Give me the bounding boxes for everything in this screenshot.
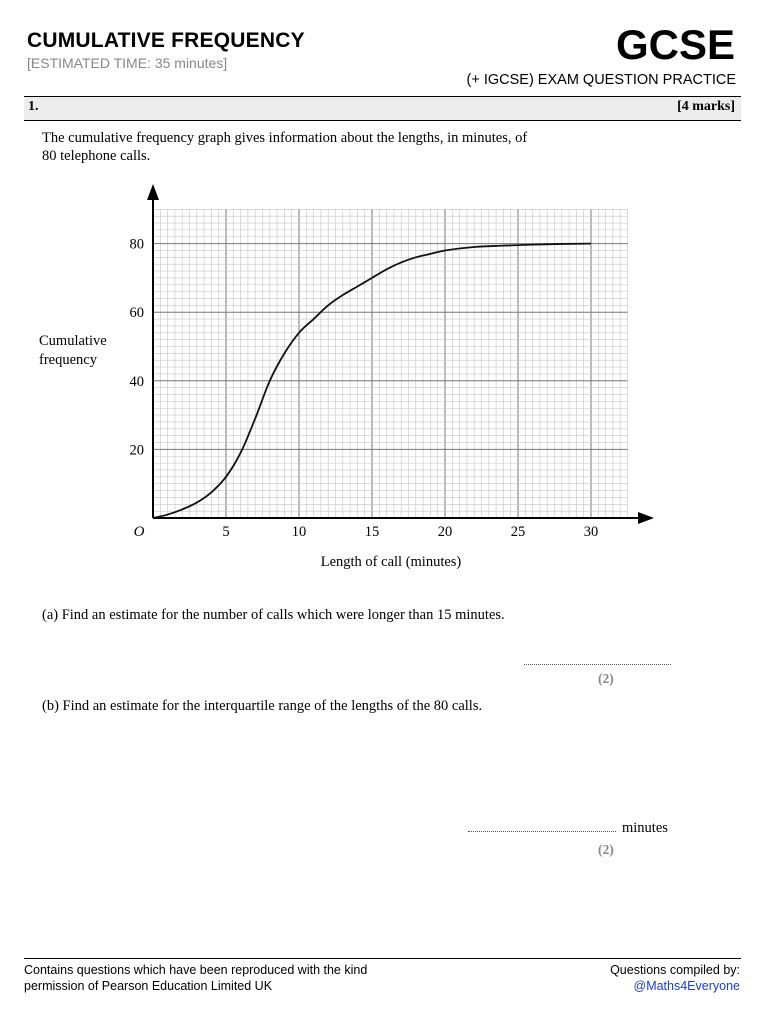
- footer-credit-label: Questions compiled by:: [610, 963, 740, 977]
- practice-subtitle: (+ IGCSE) EXAM QUESTION PRACTICE: [466, 72, 736, 88]
- part-a-question: (a) Find an estimate for the number of calls which were longer than 15 minutes.: [42, 607, 505, 623]
- part-a-marks: (2): [598, 671, 614, 686]
- part-b-marks: (2): [598, 842, 614, 857]
- origin-label: O: [133, 524, 145, 540]
- worksheet-title: CUMULATIVE FREQUENCY: [27, 29, 305, 52]
- estimated-time: [ESTIMATED TIME: 35 minutes]: [27, 55, 228, 71]
- footer-permission: [24, 962, 367, 994]
- x-tick-label: 15: [364, 524, 380, 540]
- part-a-answer-line[interactable]: [524, 664, 671, 665]
- x-tick-label: 25: [510, 524, 526, 540]
- x-tick-label: 10: [291, 524, 307, 540]
- intro-line-1: The cumulative frequency graph gives information about the lengths, in minutes, of: [42, 130, 528, 146]
- footer-divider: [24, 958, 741, 959]
- level-label: GCSE: [615, 21, 735, 68]
- question-number: 1.: [28, 99, 39, 114]
- y-tick-label: 40: [129, 373, 144, 390]
- y-tick-label: 60: [129, 305, 144, 322]
- grid: [153, 209, 628, 518]
- x-tick-label: 30: [583, 524, 599, 540]
- y-axis-arrow: [147, 184, 159, 200]
- x-axis-label: Length of call (minutes): [320, 554, 462, 570]
- y-axis-label-line-1: Cumulative: [39, 333, 107, 349]
- footer-credit-handle[interactable]: @Maths4Everyone: [633, 979, 740, 993]
- part-b-answer-line[interactable]: [468, 831, 616, 832]
- x-tick-label: 5: [222, 524, 230, 540]
- x-tick-label: 20: [437, 524, 453, 540]
- footer-credit: [610, 962, 740, 994]
- intro-line-2: 80 telephone calls.: [42, 148, 151, 164]
- y-tick-label: 80: [129, 236, 144, 253]
- part-b-unit: minutes: [622, 820, 668, 836]
- part-b-question: (b) Find an estimate for the interquartile range of the lengths of the 80 calls.: [42, 698, 483, 714]
- footer-permission-line-1: Contains questions which have been reproduced with the kind: [24, 963, 368, 977]
- axes: [147, 184, 654, 524]
- question-marks: [4 marks]: [677, 99, 735, 114]
- y-axis-label-line-2: frequency: [39, 352, 97, 368]
- x-axis-arrow: [638, 512, 654, 524]
- y-tick-label: 20: [129, 442, 144, 459]
- footer-permission-line-2: permission of Pearson Education Limited UK: [24, 979, 273, 993]
